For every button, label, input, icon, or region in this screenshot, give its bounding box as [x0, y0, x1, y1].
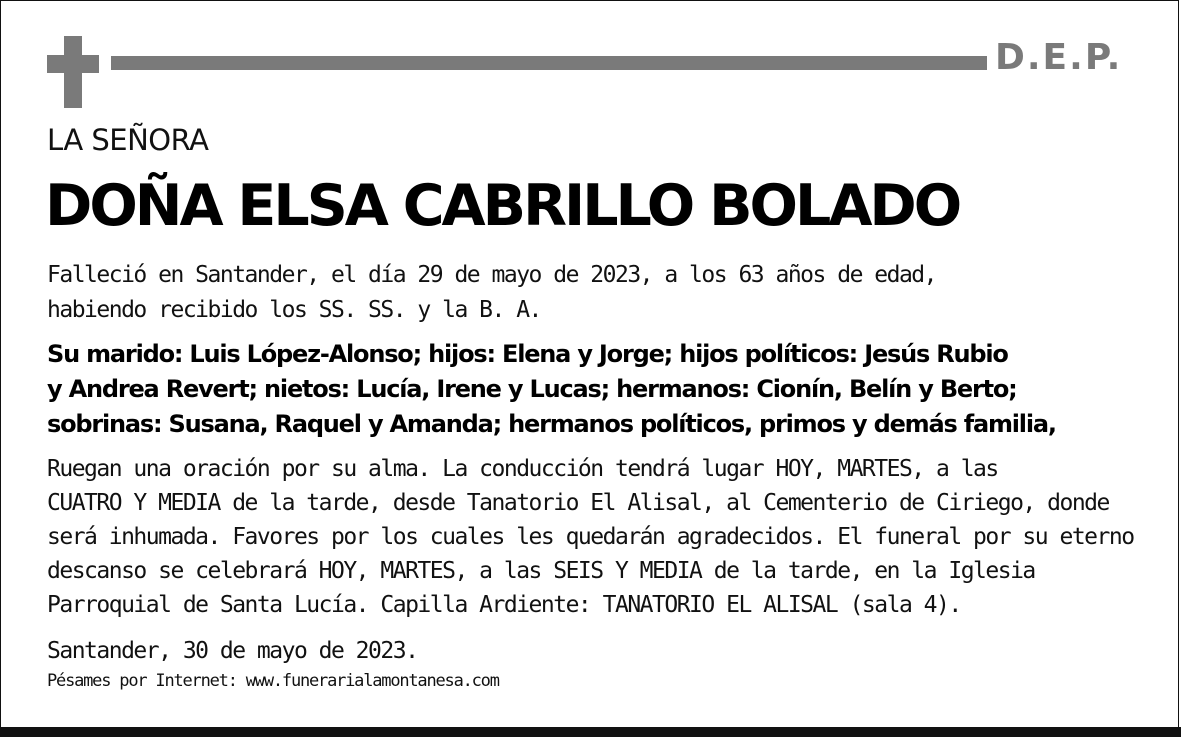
bottom-border — [0, 727, 1181, 737]
condolences-link[interactable]: Pésames por Internet: www.funerarialamontanesa.com — [47, 671, 499, 691]
death-line: habiendo recibido los SS. SS. y la B. A. — [47, 297, 541, 323]
salutation: LA SEÑORA — [47, 123, 209, 157]
death-paragraph — [47, 258, 936, 328]
header-rule — [111, 56, 987, 70]
death-line: Falleció en Santander, el día 29 de mayo de 2023, a los 63 años de edad, — [47, 262, 936, 288]
ceremony-line: será inhumada. Favores por los cuales les quedarán agradecidos. El funeral por su eterno — [47, 524, 1134, 550]
family-line: sobrinas: Susana, Raquel y Amanda; hermanos políticos, primos y demás familia, — [47, 410, 1056, 438]
family-paragraph — [47, 337, 1056, 442]
dateline: Santander, 30 de mayo de 2023. — [47, 638, 418, 664]
ceremony-line: Parroquial de Santa Lucía. Capilla Ardiente: TANATORIO EL ALISAL (sala 4). — [47, 592, 961, 618]
ceremony-paragraph — [47, 452, 1134, 622]
ceremony-line: Ruegan una oración por su alma. La conducción tendrá lugar HOY, MARTES, a las — [47, 456, 998, 482]
ceremony-line: CUATRO Y MEDIA de la tarde, desde Tanatorio El Alisal, al Cementerio de Ciriego, donde — [47, 490, 1109, 516]
cross-icon — [47, 36, 99, 108]
dep-label: D.E.P. — [995, 37, 1123, 78]
family-line: y Andrea Revert; nietos: Lucía, Irene y Lucas; hermanos: Cionín, Belín y Berto; — [47, 375, 1017, 403]
family-line: Su marido: Luis López-Alonso; hijos: Elena y Jorge; hijos políticos: Jesús Rubio — [47, 340, 1008, 368]
deceased-name: DOÑA ELSA CABRILLO BOLADO — [45, 173, 960, 239]
ceremony-line: descanso se celebrará HOY, MARTES, a las SEIS Y MEDIA de la tarde, en la Iglesia — [47, 558, 1035, 584]
